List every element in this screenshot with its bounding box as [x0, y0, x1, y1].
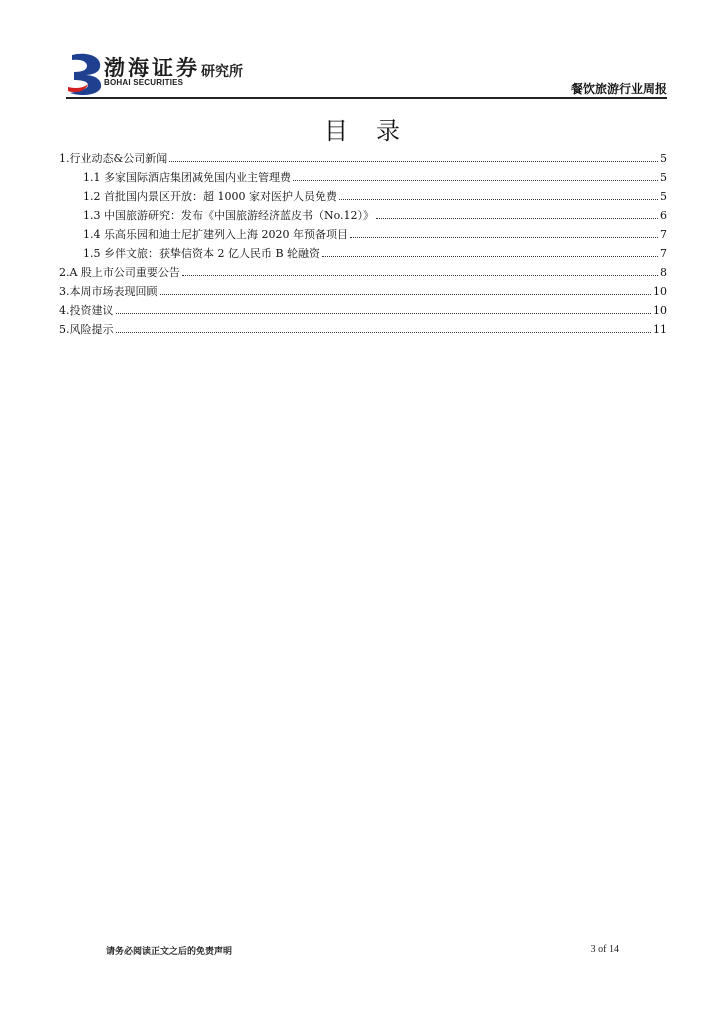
toc-entry-page: 6: [660, 209, 667, 222]
toc-entry-text: 1.4 乐高乐园和迪士尼扩建列入上海 2020 年预备项目: [83, 228, 348, 241]
toc-entry[interactable]: [59, 298, 667, 317]
brand-name-en: BOHAI SECURITIES: [104, 78, 184, 87]
toc-entry-text: 5.风险提示: [59, 323, 114, 336]
toc-entry-page: 7: [660, 228, 667, 241]
brand-name-cn: 渤海证券: [104, 56, 200, 80]
toc-entry[interactable]: [59, 146, 667, 165]
toc-leader-dots: [116, 312, 652, 314]
toc-leader-dots: [339, 198, 658, 200]
toc-entry-page: 7: [660, 247, 667, 260]
footer-page-number: 3 of 14: [590, 944, 619, 955]
toc-entry-text: 1.1 多家国际酒店集团减免国内业主管理费: [83, 171, 291, 184]
toc-entry-page: 8: [660, 266, 667, 279]
toc-entry-text: 2.A 股上市公司重要公告: [59, 266, 180, 279]
toc-entry-page: 5: [660, 190, 667, 203]
toc-entry-text: 4.投资建议: [59, 304, 114, 317]
toc-leader-dots: [169, 160, 658, 162]
toc-entry[interactable]: [59, 260, 667, 279]
toc-entry-text: 1.3 中国旅游研究：发布《中国旅游经济蓝皮书（No.12）》: [83, 209, 375, 222]
toc-entry-page: 10: [653, 285, 667, 298]
toc-entry[interactable]: [59, 317, 667, 336]
toc-leader-dots: [350, 236, 658, 238]
toc-entry-page: 5: [660, 152, 667, 165]
bohai-logo-icon: [66, 51, 106, 95]
toc-leader-dots: [160, 293, 652, 295]
toc-entry[interactable]: [59, 184, 667, 203]
footer-disclaimer: 请务必阅读正文之后的免责声明: [106, 947, 233, 957]
toc-entry-page: 11: [653, 323, 667, 336]
report-type: 餐饮旅游行业周报: [570, 82, 667, 96]
toc-entry-page: 10: [653, 304, 667, 317]
toc-entry-text: 3.本周市场表现回顾: [59, 285, 158, 298]
header-divider: [66, 97, 667, 99]
toc-leader-dots: [293, 179, 658, 181]
brand-institute: 研究所: [201, 64, 243, 80]
toc-leader-dots: [322, 255, 658, 257]
toc-entry[interactable]: [59, 241, 667, 260]
toc-title: 目录: [324, 117, 428, 145]
toc-entry-text: 1.2 首批国内景区开放：超 1000 家对医护人员免费: [83, 190, 337, 203]
toc-leader-dots: [116, 331, 652, 333]
toc-entry-text: 1.5 乡伴文旅：获挚信资本 2 亿人民币 B 轮融资: [83, 247, 321, 260]
toc-entry-text: 1.行业动态&公司新闻: [59, 152, 168, 165]
toc-entry-page: 5: [660, 171, 667, 184]
table-of-contents: [59, 146, 667, 336]
toc-entry[interactable]: [59, 165, 667, 184]
toc-leader-dots: [182, 274, 658, 276]
toc-entry[interactable]: [59, 203, 667, 222]
toc-leader-dots: [376, 217, 658, 219]
toc-entry[interactable]: [59, 222, 667, 241]
page-header: [0, 0, 724, 100]
toc-entry[interactable]: [59, 279, 667, 298]
